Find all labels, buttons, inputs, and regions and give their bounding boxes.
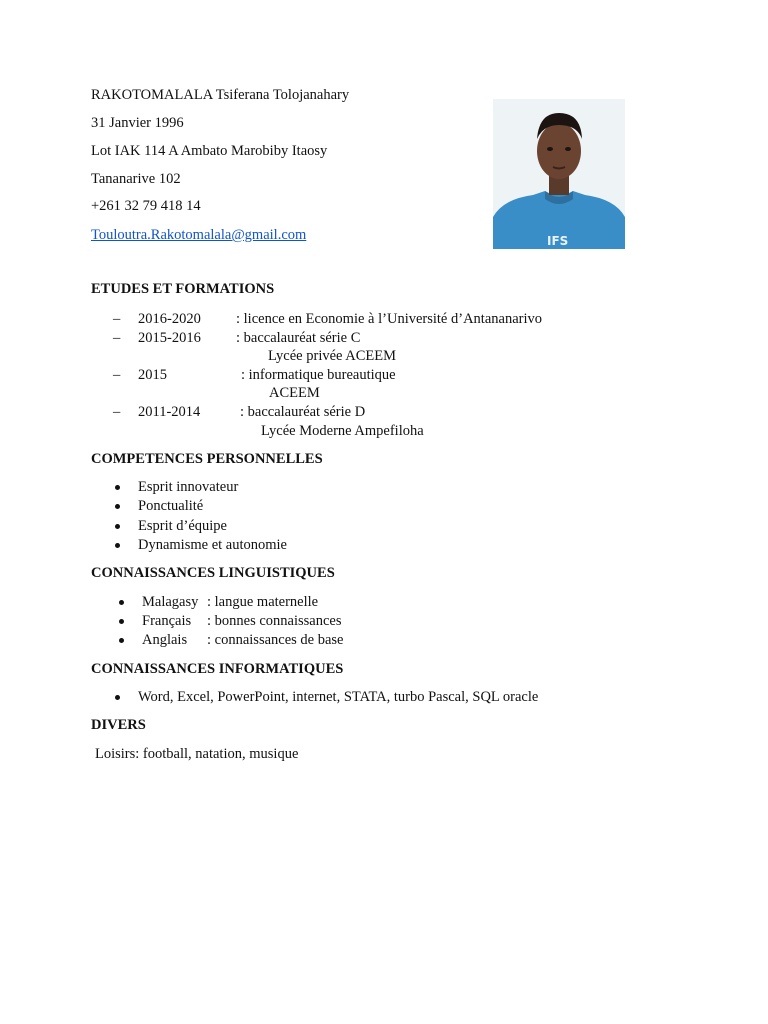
competence-item: Esprit d’équipe <box>138 518 227 534</box>
profile-photo <box>493 99 625 249</box>
etude-desc: : licence en Economie à l’Université d’Antananarivo <box>236 311 542 327</box>
address-line1: Lot IAK 114 A Ambato Marobiby Itaosy <box>91 143 328 159</box>
langue-name: Français <box>142 613 192 629</box>
etude-years: 2015 <box>138 367 167 383</box>
etude-desc: : baccalauréat série D <box>240 404 366 420</box>
bullet-marker <box>119 619 124 624</box>
competences-heading: COMPETENCES PERSONNELLES <box>91 451 323 467</box>
etude-place: Lycée privée ACEEM <box>268 348 397 364</box>
etude-years: 2016-2020 <box>138 311 201 327</box>
portrait-illustration <box>493 99 625 249</box>
etude-place: ACEEM <box>269 385 320 401</box>
birthdate-text: 31 Janvier 1996 <box>91 115 184 131</box>
etude-years: 2011-2014 <box>138 404 201 420</box>
langue-level: : connaissances de base <box>207 632 344 648</box>
etude-years: 2015-2016 <box>138 330 201 346</box>
svg-text:IFS: IFS <box>547 234 569 248</box>
bullet-marker <box>119 638 124 643</box>
bullet-marker <box>115 524 120 529</box>
langue-level: : langue maternelle <box>207 594 319 610</box>
dash-marker: – <box>113 367 121 383</box>
etude-desc: : informatique bureautique <box>241 367 396 383</box>
address-line2: Tananarive 102 <box>91 171 181 187</box>
bullet-marker <box>115 504 120 509</box>
dash-marker: – <box>113 330 121 346</box>
informatique-item: Word, Excel, PowerPoint, internet, STATA, turbo Pascal, SQL oracle <box>138 689 539 705</box>
name-text: RAKOTOMALALA Tsiferana Tolojanahary <box>91 87 350 103</box>
bullet-marker <box>115 543 120 548</box>
langue-level: : bonnes connaissances <box>207 613 342 629</box>
langue-name: Anglais <box>142 632 188 648</box>
competence-item: Ponctualité <box>138 498 204 514</box>
etude-place: Lycée Moderne Ampefiloha <box>261 423 424 439</box>
bullet-marker <box>115 485 120 490</box>
email-link[interactable]: Touloutra.Rakotomalala@gmail.com <box>91 227 307 243</box>
dash-marker: – <box>113 404 121 420</box>
bullet-marker <box>119 600 124 605</box>
loisirs-text: Loisirs: football, natation, musique <box>95 746 299 762</box>
phone-text: +261 32 79 418 14 <box>91 198 201 214</box>
langue-name: Malagasy <box>142 594 199 610</box>
divers-heading: DIVERS <box>91 717 146 733</box>
competence-item: Dynamisme et autonomie <box>138 537 287 553</box>
competence-item: Esprit innovateur <box>138 479 239 495</box>
dash-marker: – <box>113 311 121 327</box>
langues-heading: CONNAISSANCES LINGUISTIQUES <box>91 565 335 581</box>
etudes-heading: ETUDES ET FORMATIONS <box>91 281 275 297</box>
etude-desc: : baccalauréat série C <box>236 330 361 346</box>
informatique-heading: CONNAISSANCES INFORMATIQUES <box>91 661 344 677</box>
bullet-marker <box>115 695 120 700</box>
